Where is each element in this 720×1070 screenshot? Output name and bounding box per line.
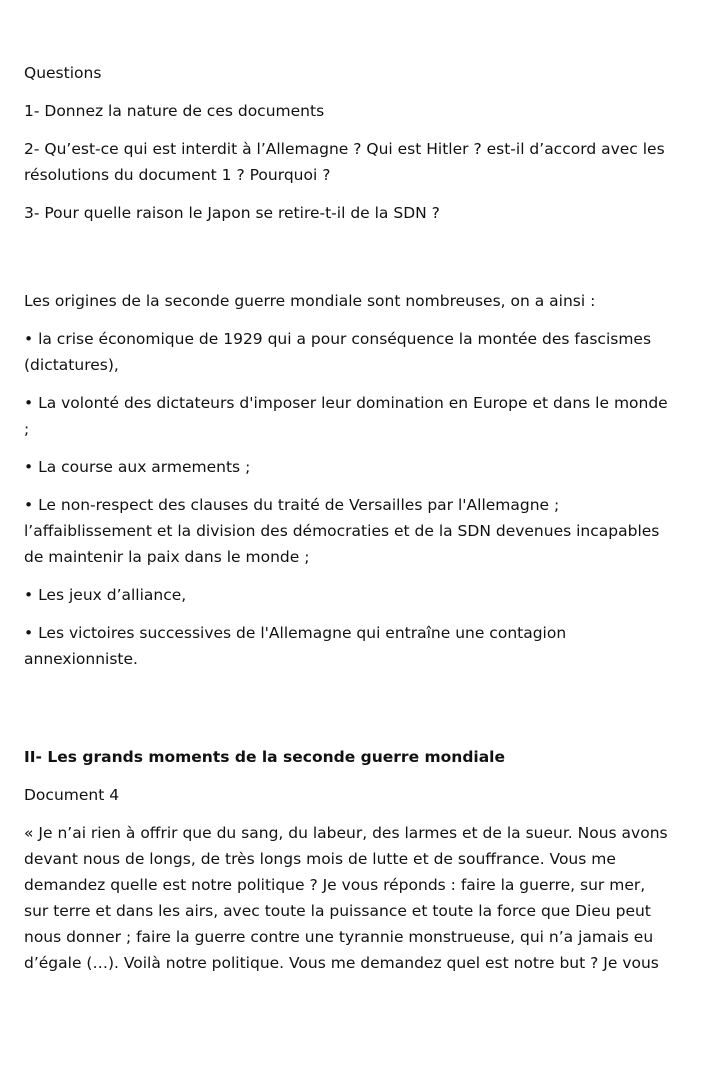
spacer xyxy=(24,684,704,744)
question-1: 1- Donnez la nature de ces documents xyxy=(24,102,325,120)
origins-bullet-6: • Les victoires successives de l'Allemagne qui entraîne une contagion annexionniste. xyxy=(24,624,567,668)
document-4-label: Document 4 xyxy=(24,786,120,804)
document-4-quote: « Je n’ai rien à offrir que du sang, du labeur, des larmes et de la sueur. Nous avons devant nous de longs, de très longs mois de lutte et de souffrance. Vous me demandez quelle est notre politique ? Je vous réponds : faire la guerre, sur mer, sur terre et dans les airs, avec toute la puissance et toute la force que Dieu peut nous donner ; faire la guerre contre une tyrannie monstrueuse, qui n’a jamais eu d’égale (…). Voilà notre politique. Vous me demandez quel est notre but ? Je vous xyxy=(24,824,668,972)
section-2-heading: II- Les grands moments de la seconde guerre mondiale xyxy=(24,748,506,766)
origins-bullet-2: • La volonté des dictateurs d'imposer leur domination en Europe et dans le monde ; xyxy=(24,394,668,438)
document-page xyxy=(24,60,704,988)
origins-bullet-3: • La course aux armements ; xyxy=(24,458,251,476)
origins-bullet-1: • la crise économique de 1929 qui a pour conséquence la montée des fascismes (dictatures), xyxy=(24,330,652,374)
origins-bullet-5: • Les jeux d’alliance, xyxy=(24,586,187,604)
spacer xyxy=(24,238,704,288)
question-3: 3- Pour quelle raison le Japon se retire-t-il de la SDN ? xyxy=(24,204,440,222)
origins-bullet-4: • Le non-respect des clauses du traité de Versailles par l'Allemagne ; l’affaiblissement et la division des démocraties et de la SDN devenues incapables de maintenir la paix dans le monde ; xyxy=(24,496,660,566)
questions-title: Questions xyxy=(24,64,102,82)
origins-intro: Les origines de la seconde guerre mondiale sont nombreuses, on a ainsi : xyxy=(24,292,596,310)
question-2: 2- Qu’est-ce qui est interdit à l’Allemagne ? Qui est Hitler ? est-il d’accord avec les résolutions du document 1 ? Pourquoi ? xyxy=(24,140,665,184)
